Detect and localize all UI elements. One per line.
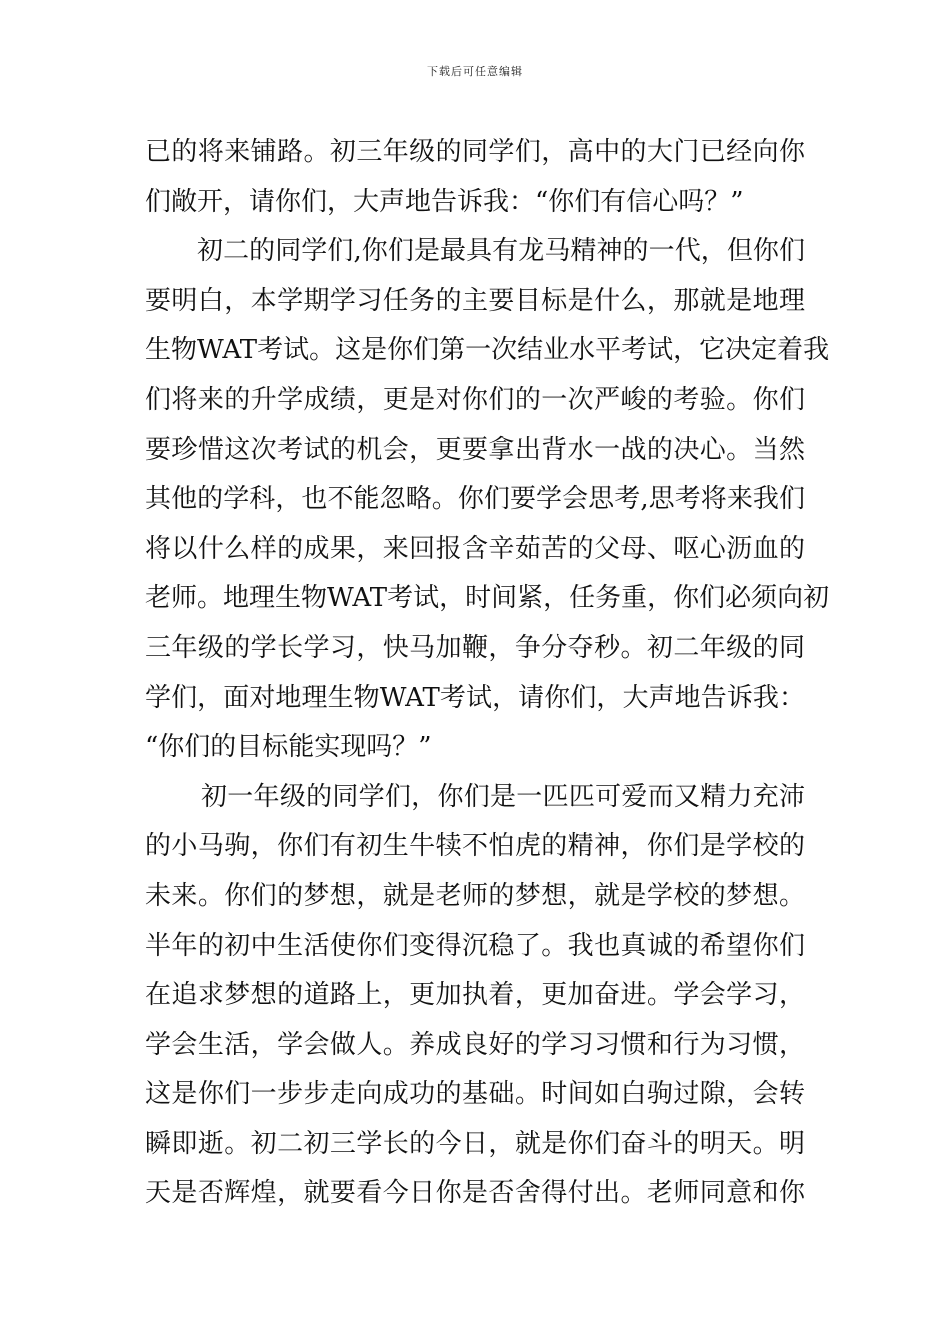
text-line: 已的将来铺路。初三年级的同学们，高中的大门已经向你 xyxy=(145,137,805,167)
text-line: 老师。地理生物WAT考试，时间紧，任务重，你们必须向初 xyxy=(145,583,830,614)
text-line: 三年级的学长学习，快马加鞭，争分夺秒。初二年级的同 xyxy=(145,632,805,663)
text-line: 天是否辉煌，就要看今日你是否舍得付出。老师同意和你 xyxy=(145,1178,805,1209)
text-line: 这是你们一步步走向成功的基础。时间如白驹过隙，会转 xyxy=(145,1079,805,1110)
body-text xyxy=(145,128,830,1219)
text-line: 的小马驹，你们有初生牛犊不怕虎的精神，你们是学校的 xyxy=(145,831,805,862)
page-header: 下载后可任意编辑 xyxy=(427,65,523,78)
text-line: 在追求梦想的道路上，更加执着，更加奋进。学会学习， xyxy=(145,980,805,1011)
text-line: 瞬即逝。初二初三学长的今日，就是你们奋斗的明天。明 xyxy=(145,1128,805,1159)
text-line: 其他的学科，也不能忽略。你们要学会思考,思考将来我们 xyxy=(145,484,805,515)
text-line: 将以什么样的成果，来回报含辛茹苦的父母、呕心沥血的 xyxy=(145,533,805,564)
text-line: 们敞开，请你们，大声地告诉我：“你们有信心吗？” xyxy=(145,186,744,217)
text-line: 未来。你们的梦想，就是老师的梦想，就是学校的梦想。 xyxy=(145,880,805,911)
paragraph-first-line: 初二的同学们,你们是最具有龙马精神的一代，但你们 xyxy=(197,236,805,267)
text-line: “你们的目标能实现吗？” xyxy=(145,732,432,763)
text-line: 要明白，本学期学习任务的主要目标是什么，那就是地理 xyxy=(145,285,805,316)
text-line: 半年的初中生活使你们变得沉稳了。我也真诚的希望你们 xyxy=(145,930,805,961)
text-line: 学们，面对地理生物WAT考试，请你们，大声地告诉我： xyxy=(145,682,805,713)
text-line: 们将来的升学成绩，更是对你们的一次严峻的考验。你们 xyxy=(145,384,805,415)
text-line: 学会生活，学会做人。养成良好的学习习惯和行为习惯， xyxy=(145,1029,805,1060)
paragraph-first-line: 初一年级的同学们，你们是一匹匹可爱而又精力充沛 xyxy=(201,781,805,812)
text-line: 要珍惜这次考试的机会，更要拿出背水一战的决心。当然 xyxy=(145,434,805,465)
text-line: 生物WAT考试。这是你们第一次结业水平考试，它决定着我 xyxy=(145,335,830,366)
